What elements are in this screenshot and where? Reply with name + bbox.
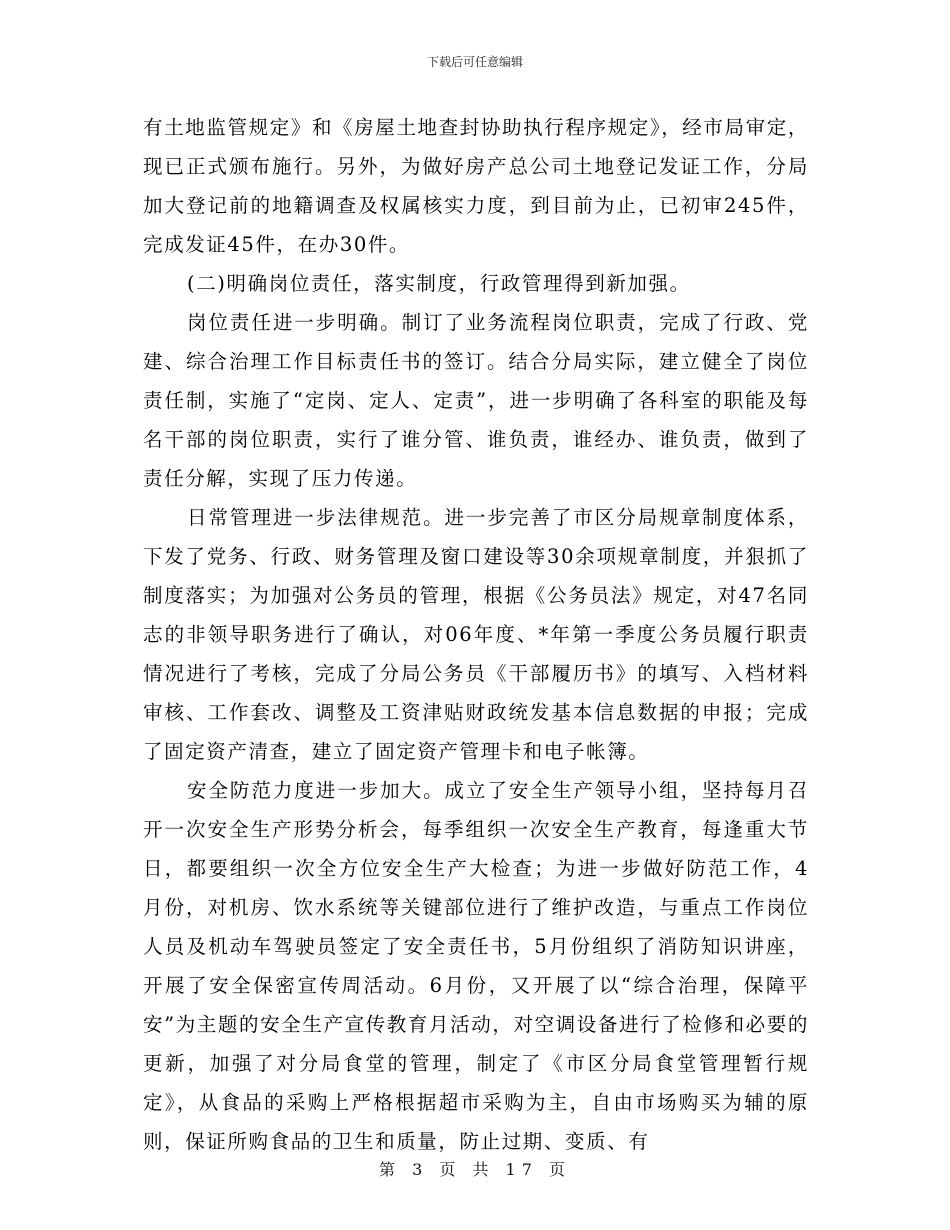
paragraph-post-responsibility: 岗位责任进一步明确。制订了业务流程岗位职责，完成了行政、党建、综合治理工作目标责任书的签订。结合分局实际，建立健全了岗位责任制，实施了“定岗、定人、定责”，进一步明确了各科室的职能及每名干部的岗位职责，实行了谁分管、谁负责，谁经办、谁负责，做到了责任分解，实现了压力传递。	[143, 311, 809, 490]
page-number-footer: 第 3 页 共 17 页	[379, 1160, 571, 1179]
section-heading-2: (二)明确岗位责任，落实制度，行政管理得到新加强。	[187, 272, 691, 295]
paragraph-safety-prevention: 安全防范力度进一步加大。成立了安全生产领导小组，坚持每月召开一次安全生产形势分析会，每季组织一次安全生产教育，每逢重大节日，都要组织一次全方位安全生产大检查；为进一步做好防范工作，4月份，对机房、饮水系统等关键部位进行了维护改造，与重点工作岗位人员及机动车驾驶员签定了安全责任书，5月份组织了消防知识讲座，开展了安全保密宣传周活动。6月份，又开展了以“综合治理，保障平安”为主题的安全生产宣传教育月活动，对空调设备进行了检修和必要的更新，加强了对分局食堂的管理，制定了《市区分局食堂管理暂行规定》，从食品的采购上严格根据超市采购为主，自由市场购买为辅的原则，保证所购食品的卫生和质量，防止过期、变质、有	[143, 779, 809, 1153]
paragraph-daily-management: 日常管理进一步法律规范。进一步完善了市区分局规章制度体系，下发了党务、行政、财务管理及窗口建设等30余项规章制度，并狠抓了制度落实；为加强对公务员的管理，根据《公务员法》规定，对47名同志的非领导职务进行了确认，对06年度、*年第一季度公务员履行职责情况进行了考核，完成了分局公务员《干部履历书》的填写、入档材料审核、工作套改、调整及工资津贴财政统发基本信息数据的申报；完成了固定资产清查，建立了固定资产管理卡和电子帐簿。	[143, 506, 809, 763]
paragraph-land-registration: 有土地监管规定》和《房屋土地查封协助执行程序规定》，经市局审定，现已正式颁布施行。另外，为做好房产总公司土地登记发证工作，分局加大登记前的地籍调查及权属核实力度，到目前为止，已初审245件，完成发证45件，在办30件。	[143, 116, 809, 256]
page-header-note: 下载后可任意编辑	[426, 55, 523, 69]
document-body	[143, 108, 809, 1161]
